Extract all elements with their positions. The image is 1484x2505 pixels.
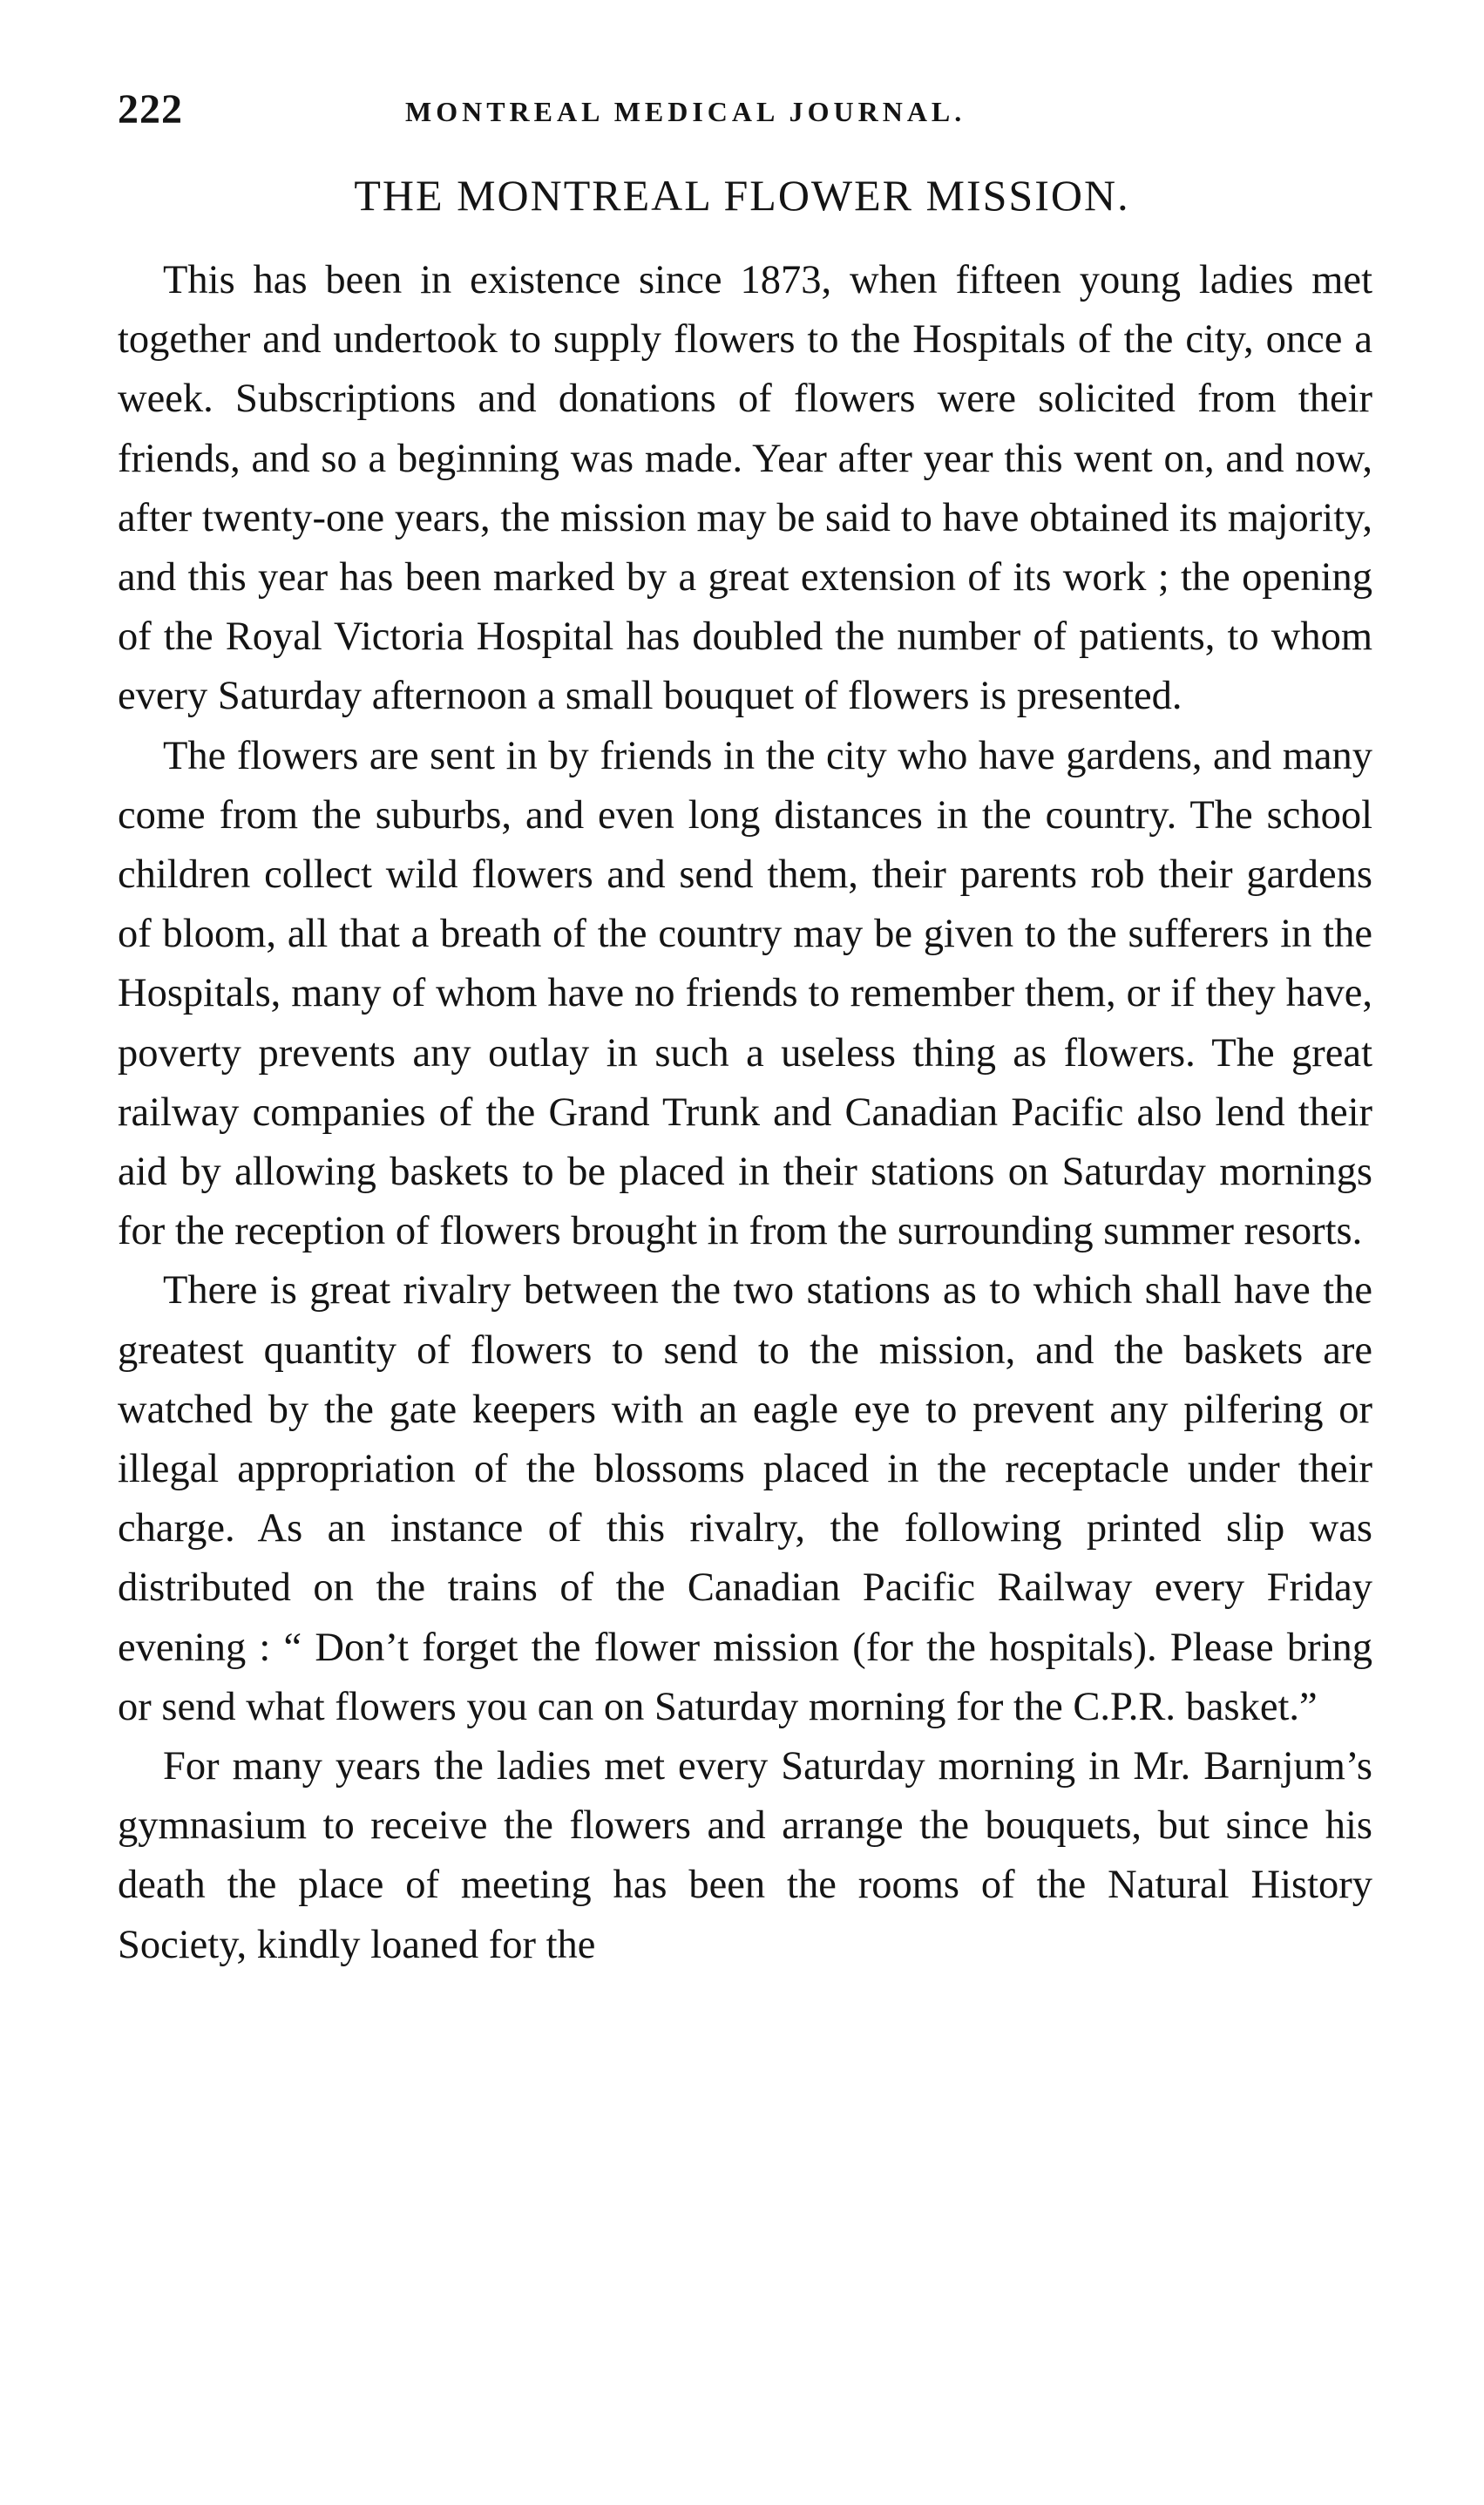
paragraph-1: This has been in existence since 1873, when fifteen young ladies met together and undertook to supply flowers to the Hospitals of the city, once a week. Subscriptions and donations of flowers were solicited from their friends, and so a beginning was made. Year after year this went on, and now, after twenty-one years, the mission may be said to have obtained its majority, and this year has been marked by a great extension of its work ; the opening of the Royal Victoria Hospital has doubled the number of patients, to whom every Saturday afternoon a small bouquet of flowers is presented. bbox=[118, 258, 1372, 719]
journal-title: MONTREAL MEDICAL JOURNAL. bbox=[405, 96, 966, 127]
paragraph-4: For many years the ladies met every Saturday morning in Mr. Barnjum’s gymnasium to receive the flowers and arrange the bouquets, but since his death the place of meeting has been the rooms of the Natural History Society, kindly loaned for the bbox=[118, 1744, 1372, 1967]
article-title: THE MONTREAL FLOWER MISSION. bbox=[354, 171, 1130, 220]
paragraph-2: The flowers are sent in by friends in the city who have gardens, and many come from the suburbs, and even long distances in the country. The school children collect wild flowers and send them, their parents rob their gardens of bloom, all that a breath of the country may be given to the sufferers in the Hospitals, many of whom have no friends to remember them, or if they have, poverty prevents any outlay in such a useless thing as flowers. The great railway companies of the Grand Trunk and Canadian Pacific also lend their aid by allowing baskets to be placed in their stations on Saturday mornings for the reception of flowers brought in from the surrounding summer resorts. bbox=[118, 733, 1372, 1254]
running-head bbox=[118, 85, 1372, 138]
article-body bbox=[118, 251, 1372, 1975]
paragraph-3: There is great rivalry between the two stations as to which shall have the greatest quantity of flowers to send to the mission, and the baskets are watched by the gate keepers with an eagle eye to prevent any pilfering or illegal appropriation of the blossoms placed in the receptacle under their charge. As an instance of this rivalry, the following printed slip was distributed on the trains of the Canadian Pacific Railway every Friday evening : “ Don’t forget the flower mission (for the hospitals). Please bring or send what flowers you can on Saturday morning for the C.P.R. basket.” bbox=[118, 1268, 1372, 1729]
page-number: 222 bbox=[118, 86, 183, 132]
